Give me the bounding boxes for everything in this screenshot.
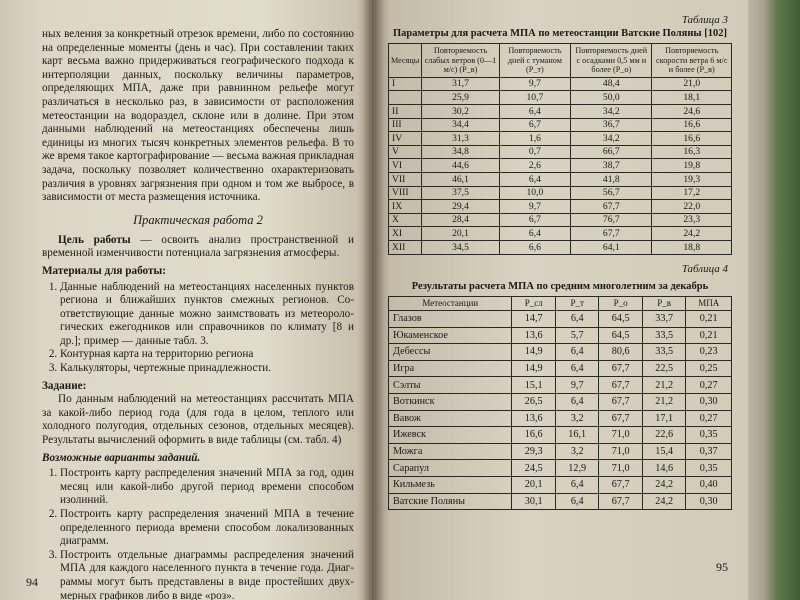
task-label: Задание:: [42, 379, 87, 392]
table3-row-cell: 19,8: [652, 159, 732, 173]
table3-row-cell: 50,0: [571, 91, 652, 105]
table4-row-cell: 0,21: [686, 327, 732, 344]
table4-row-cell: Ижевск: [389, 427, 512, 444]
table3-row-cell: 67,7: [571, 200, 652, 214]
table3-row-cell: 56,7: [571, 186, 652, 200]
table4-header-cell: P_т: [555, 296, 598, 311]
table4-row-cell: 13,6: [512, 410, 555, 427]
table3-row-cell: 30,2: [422, 104, 499, 118]
materials-item: 3. Калькуляторы, чертежные принадлежности.: [60, 362, 354, 376]
table4-row-cell: 26,5: [512, 394, 555, 411]
table3-row-cell: 48,4: [571, 77, 652, 91]
table3-row-cell: 6,4: [499, 104, 570, 118]
table3-row-cell: 31,3: [422, 132, 499, 146]
table4-row-cell: 6,4: [555, 493, 598, 510]
table4-row-cell: 64,5: [599, 327, 642, 344]
table3-row-cell: 66,7: [571, 145, 652, 159]
table3-row: [389, 118, 732, 132]
materials-item: 2. Контурная карта на территорию региона: [60, 348, 354, 362]
table3: [388, 43, 732, 255]
table3-row-cell: 67,7: [571, 227, 652, 241]
table3-row-cell: X: [389, 213, 422, 227]
table4-body: [389, 311, 732, 510]
table3-row-cell: 25,9: [422, 91, 499, 105]
goal-label: Цель работы: [58, 233, 131, 246]
table4-row-cell: Воткинск: [389, 394, 512, 411]
table3-header-cell: Повторяемость дней с осадками 0,5 мм и более (P_о): [571, 44, 652, 78]
table3-row-cell: 2,6: [499, 159, 570, 173]
table3-row: [389, 227, 732, 241]
task-paragraph: По данным наблюдений на метеостанциях рассчитать МПА за какой-либо период года (для года в целом, теплого или холодного полугодия, отдельных сезонов, отдельных месяцев). Результаты вычислений оформить в виде таблицы (см. табл. 4): [42, 393, 354, 447]
table4-row-cell: 33,7: [642, 311, 685, 328]
table4-row: [389, 443, 732, 460]
table3-row-cell: 18,1: [652, 91, 732, 105]
table3-row-cell: 34,2: [571, 132, 652, 146]
table3-row-cell: 46,1: [422, 172, 499, 186]
table3-caption: Таблица 3: [681, 14, 728, 26]
page-number-right: 95: [716, 560, 728, 574]
table3-row-cell: 0,7: [499, 145, 570, 159]
table3-row: [389, 159, 732, 173]
table3-row-cell: 64,1: [571, 240, 652, 254]
table4-row-cell: 67,7: [599, 394, 642, 411]
table4-row: [389, 460, 732, 477]
goal-text: — освоить анализ пространственной и временной изменчивости потенциала загрязнения атмосферы.: [42, 233, 354, 260]
table4-row-cell: 3,2: [555, 443, 598, 460]
table4-row: [389, 327, 732, 344]
table3-row-cell: V: [389, 145, 422, 159]
variants-label: Возможные варианты заданий.: [42, 451, 201, 464]
table4-row-cell: 16,1: [555, 427, 598, 444]
table4-row-cell: Дебессы: [389, 344, 512, 361]
table3-row-cell: 44,6: [422, 159, 499, 173]
table3-row-cell: 16,6: [652, 118, 732, 132]
table3-row-cell: 76,7: [571, 213, 652, 227]
table4-row-cell: 6,4: [555, 311, 598, 328]
table3-row: [389, 240, 732, 254]
table4-row: [389, 493, 732, 510]
left-page: [0, 0, 372, 600]
table4-row-cell: 0,27: [686, 377, 732, 394]
table4-row: [389, 311, 732, 328]
table4-row-cell: 29,3: [512, 443, 555, 460]
table3-row-cell: 41,8: [571, 172, 652, 186]
table4-row: [389, 377, 732, 394]
table4-caption: Таблица 4: [681, 262, 728, 275]
table3-row-cell: 10,7: [499, 91, 570, 105]
table4: [388, 296, 732, 511]
section-title: Практическая работа 2: [133, 212, 263, 227]
table4-row-cell: 17,1: [642, 410, 685, 427]
table4-row-cell: 0,37: [686, 443, 732, 460]
table3-row: [389, 91, 732, 105]
table3-row-cell: 34,5: [422, 240, 499, 254]
table4-row-cell: 0,23: [686, 344, 732, 361]
variants-item: 1. Построить карту распределения значений МПА за год, один месяц или какой-либо другой период времени способом изолиний.: [60, 467, 354, 508]
table3-row-cell: 16,6: [652, 132, 732, 146]
table3-row-cell: 6,4: [499, 172, 570, 186]
table4-row-cell: 0,35: [686, 460, 732, 477]
table4-row: [389, 360, 732, 377]
table4-row-cell: 5,7: [555, 327, 598, 344]
table4-row-cell: 71,0: [599, 460, 642, 477]
table3-row-cell: 37,5: [422, 186, 499, 200]
table3-row-cell: 17,2: [652, 186, 732, 200]
table4-row-cell: 6,4: [555, 477, 598, 494]
table3-row: [389, 145, 732, 159]
table4-row-cell: 14,9: [512, 360, 555, 377]
table4-row-cell: 16,6: [512, 427, 555, 444]
variants-list: [42, 467, 354, 600]
table4-row-cell: 0,30: [686, 493, 732, 510]
table3-row-cell: II: [389, 104, 422, 118]
table3-row-cell: XII: [389, 240, 422, 254]
table3-row-cell: 29,4: [422, 200, 499, 214]
table3-row: [389, 186, 732, 200]
table4-row: [389, 394, 732, 411]
table3-row: [389, 77, 732, 91]
book-gutter: [362, 0, 384, 600]
table3-row-cell: 6,6: [499, 240, 570, 254]
table4-row-cell: 15,1: [512, 377, 555, 394]
table4-row-cell: 0,21: [686, 311, 732, 328]
table3-row-cell: 24,2: [652, 227, 732, 241]
table4-row-cell: 71,0: [599, 427, 642, 444]
table4-row-cell: 0,27: [686, 410, 732, 427]
table3-row-cell: 34,2: [571, 104, 652, 118]
page-number-left: 94: [26, 575, 38, 589]
table3-row-cell: 28,4: [422, 213, 499, 227]
table4-row-cell: 0,40: [686, 477, 732, 494]
book-page-edges: [748, 0, 800, 600]
table3-row-cell: 20,1: [422, 227, 499, 241]
table3-row-cell: VI: [389, 159, 422, 173]
table4-header-row: [389, 296, 732, 311]
table4-row: [389, 427, 732, 444]
variants-item: 3. Построить отдельные диаграммы распределения значений МПА для каждого населенного пункта в течение года. Диаграммы могут быть представлены в виде простейших двухмерных графиков либо в виде «роз».: [60, 549, 354, 600]
table4-row-cell: 9,7: [555, 377, 598, 394]
table4-row-cell: 6,4: [555, 394, 598, 411]
table4-row-cell: 6,4: [555, 344, 598, 361]
table4-row-cell: Ватские Поляны: [389, 493, 512, 510]
table4-row-cell: 22,6: [642, 427, 685, 444]
table4-row-cell: 13,6: [512, 327, 555, 344]
table4-row-cell: 24,2: [642, 477, 685, 494]
table4-row-cell: 71,0: [599, 443, 642, 460]
table3-header-cell: Повторяемость скорости ветра 6 м/с и более (P_в): [652, 44, 732, 78]
table3-row: [389, 172, 732, 186]
table4-row-cell: 15,4: [642, 443, 685, 460]
table3-row-cell: 23,3: [652, 213, 732, 227]
table3-row-cell: 34,4: [422, 118, 499, 132]
table3-header-cell: Месяцы: [389, 44, 422, 78]
table4-row-cell: Сэлты: [389, 377, 512, 394]
table3-row-cell: 6,4: [499, 227, 570, 241]
table4-row-cell: 67,7: [599, 360, 642, 377]
table3-row-cell: 1,6: [499, 132, 570, 146]
table4-header-cell: P_сл: [512, 296, 555, 311]
table3-row-cell: 21,0: [652, 77, 732, 91]
table3-header-cell: Повторяемость слабых ветров (0—1 м/с) (P_в): [422, 44, 499, 78]
table4-row-cell: 67,7: [599, 410, 642, 427]
table3-row-cell: III: [389, 118, 422, 132]
table4-row-cell: 20,1: [512, 477, 555, 494]
intro-paragraph: ных веления за конкретный отрезок времени, либо по состоянию на определенные моменты (день и час). При составлении таких карт весьма важно придерживаться географического подхода к интерполяции данных, поскольку величины параметров, определяющих МПА, даже при равнинном рельефе могут различаться в несколько раз, в зависимости от расположения метеостанции на водораздел, склоне или в долине. При этом данными наблюдений на метеостанциях обеспечены лишь единицы из многих тысяч конкретных элементов рельефа. В то же время такое картографирование — весьма важная прикладная задача, поскольку позволяет количественно охарактеризовать различия в уровнях загрязнения при одном и том же выбросе, в зависимости от места размещения источника.: [42, 28, 354, 204]
table4-row-cell: 21,2: [642, 377, 685, 394]
table4-row-cell: 14,7: [512, 311, 555, 328]
table3-title: Параметры для расчета МПА по метеостанции Ватские Поляны [102]: [393, 28, 727, 39]
table3-row-cell: 31,7: [422, 77, 499, 91]
table4-row-cell: Можга: [389, 443, 512, 460]
table4-row-cell: 67,7: [599, 493, 642, 510]
table4-row-cell: 22,5: [642, 360, 685, 377]
table4-row: [389, 344, 732, 361]
table3-row: [389, 104, 732, 118]
table4-row-cell: 0,30: [686, 394, 732, 411]
table3-body: [389, 77, 732, 254]
table4-row-cell: 6,4: [555, 360, 598, 377]
table3-row-cell: I: [389, 77, 422, 91]
table4-header-cell: P_о: [599, 296, 642, 311]
table3-row-cell: 16,3: [652, 145, 732, 159]
table3-row-cell: 9,7: [499, 77, 570, 91]
table4-header-cell: Метеостанции: [389, 296, 512, 311]
table3-row-cell: 22,0: [652, 200, 732, 214]
table4-header-cell: МПА: [686, 296, 732, 311]
table4-row-cell: 67,7: [599, 477, 642, 494]
table4-row-cell: 21,2: [642, 394, 685, 411]
table4-row-cell: 33,5: [642, 344, 685, 361]
table3-row-cell: IX: [389, 200, 422, 214]
table3-row-cell: 18,8: [652, 240, 732, 254]
table3-row-cell: 6,7: [499, 118, 570, 132]
table4-row-cell: 0,35: [686, 427, 732, 444]
table3-row-cell: 34,8: [422, 145, 499, 159]
goal-paragraph: [42, 234, 354, 261]
table3-row-cell: XI: [389, 227, 422, 241]
table4-title: Результаты расчета МПА по средним многолетним за декабрь: [411, 280, 709, 292]
table3-row-cell: 9,7: [499, 200, 570, 214]
table3-header-row: [389, 44, 732, 78]
table3-row: [389, 200, 732, 214]
table3-row: [389, 132, 732, 146]
table3-header-cell: Повторяемость дней с туманом (P_т): [499, 44, 570, 78]
table3-row-cell: 38,7: [571, 159, 652, 173]
table4-row-cell: 24,2: [642, 493, 685, 510]
table4-row-cell: 67,7: [599, 377, 642, 394]
table4-row-cell: Кильмезь: [389, 477, 512, 494]
materials-label: Материалы для работы:: [42, 264, 166, 277]
table4-row-cell: Сарапул: [389, 460, 512, 477]
table4-row-cell: 14,6: [642, 460, 685, 477]
table3-row-cell: 10,0: [499, 186, 570, 200]
table3-row-cell: 24,6: [652, 104, 732, 118]
table4-row-cell: 80,6: [599, 344, 642, 361]
table4-row: [389, 477, 732, 494]
table4-row-cell: 64,5: [599, 311, 642, 328]
table4-row: [389, 410, 732, 427]
table4-row-cell: Глазов: [389, 311, 512, 328]
variants-item: 2. Построить карту распределения значений МПА в течение определенного периода времени способом локализованных диаграмм.: [60, 508, 354, 549]
table3-row-cell: [389, 91, 422, 105]
table3-row-cell: 6,7: [499, 213, 570, 227]
table3-row-cell: VIII: [389, 186, 422, 200]
materials-list: [42, 281, 354, 376]
table4-row-cell: 14,9: [512, 344, 555, 361]
table4-row-cell: 3,2: [555, 410, 598, 427]
table4-row-cell: 30,1: [512, 493, 555, 510]
materials-item: 1. Данные наблюдений на метеостанциях населенных пунктов региона и ближайших пунктов смежных регионов. Соответствующие данные можно заимствовать из метеорологических ежегодников или справочников по климату [8 и др.]; пример — данные табл. 3.: [60, 281, 354, 349]
table4-row-cell: 33,5: [642, 327, 685, 344]
table3-row-cell: 36,7: [571, 118, 652, 132]
table4-row-cell: 24,5: [512, 460, 555, 477]
table4-row-cell: Юкаменское: [389, 327, 512, 344]
table4-row-cell: 12,9: [555, 460, 598, 477]
table4-row-cell: Вавож: [389, 410, 512, 427]
table3-row-cell: IV: [389, 132, 422, 146]
table3-row-cell: 19,3: [652, 172, 732, 186]
table3-row-cell: VII: [389, 172, 422, 186]
table4-row-cell: 0,25: [686, 360, 732, 377]
table4-row-cell: Игра: [389, 360, 512, 377]
table4-header-cell: P_в: [642, 296, 685, 311]
right-page: [372, 0, 748, 600]
table3-row: [389, 213, 732, 227]
